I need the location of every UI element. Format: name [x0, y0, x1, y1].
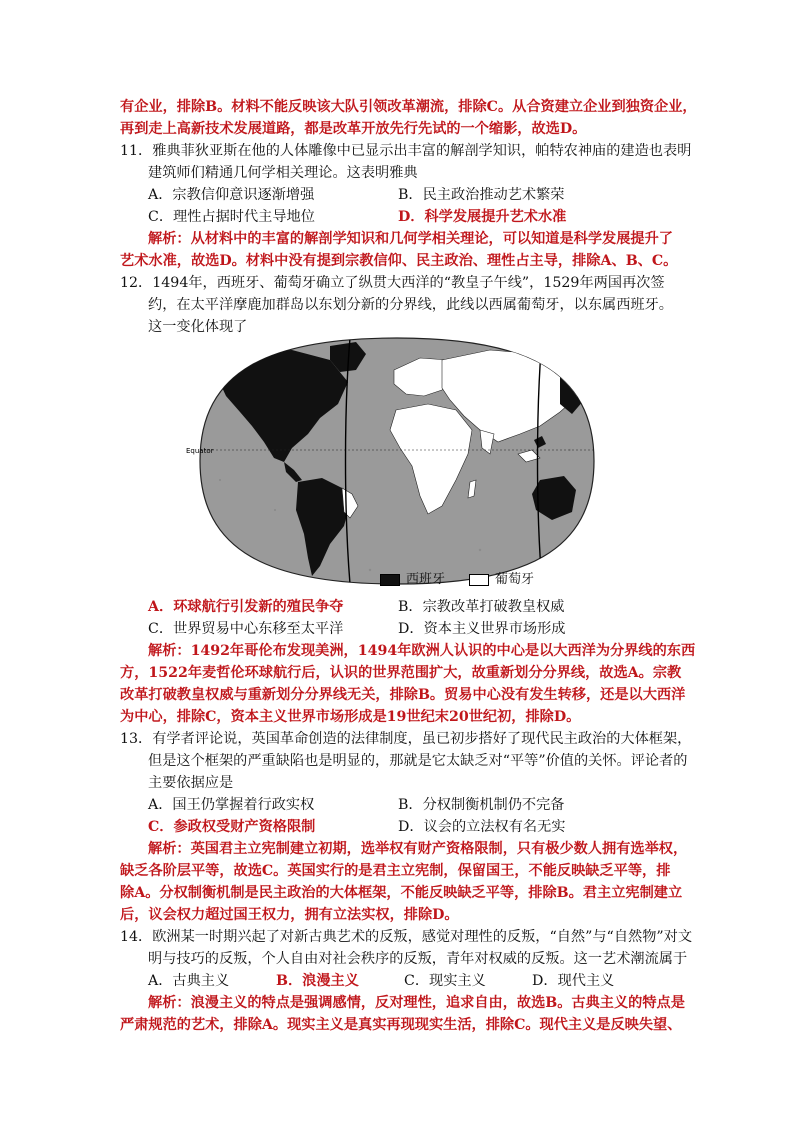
question-14-stem-cont: 明与技巧的反叛，个人自由对社会秩序的反叛，青年对权威的反叛。这一艺术潮流属于	[148, 951, 688, 967]
option-14-a: A．古典主义	[148, 973, 230, 989]
answer-11-cont: 艺术水准，故选D。材料中没有提到宗教信仰、民主政治、理性占主导，排除A、B、C。	[120, 253, 678, 269]
option-12-b: B．宗教改革打破教皇权威	[398, 599, 565, 615]
answer-11: 解析：从材料中的丰富的解剖学知识和几何学相关理论，可以知道是科学发展提升了	[148, 231, 673, 247]
answer-13-cont3: 后，议会权力超过国王权力，拥有立法实权，排除D。	[120, 907, 459, 923]
question-12-stem: 12．1494年，西班牙、葡萄牙确立了纵贯大西洋的“教皇子午线”，1529年两国再次签	[120, 275, 665, 291]
legend-swatch-spain	[380, 574, 400, 586]
option-13-b: B．分权制衡机制仍不完备	[398, 797, 565, 813]
option-14-b-correct: B．浪漫主义	[276, 973, 359, 989]
answer-text: 有企业，排除B。材料不能反映该大队引领改革潮流，排除C。从合资建立企业到独资企业，	[120, 99, 697, 115]
option-11-a: A．宗教信仰意识逐渐增强	[148, 187, 315, 203]
option-12-c: C．世界贸易中心东移至太平洋	[148, 621, 344, 637]
question-14-stem: 14．欧洲某一时期兴起了对新古典艺术的反叛，感觉对理性的反叛，“自然”与“自然物”对文	[120, 929, 693, 945]
answer-14: 解析：浪漫主义的特点是强调感情，反对理性，追求自由，故选B。古典主义的特点是	[148, 995, 685, 1011]
question-11-stem: 11．雅典菲狄亚斯在他的人体雕像中已显示出丰富的解剖学知识，帕特农神庙的建造也表明	[120, 143, 692, 159]
option-12-a-correct: A．环球航行引发新的殖民争夺	[148, 599, 344, 615]
answer-12-cont3: 为中心，排除C，资本主义世界市场形成是19世纪末20世纪初，排除D。	[120, 709, 581, 725]
legend-swatch-portugal	[469, 574, 489, 586]
answer-13-cont2: 除A。分权制衡机制是民主政治的大体框架，不能反映缺乏平等，排除B。君主立宪制建立	[120, 885, 683, 901]
answer-12-cont2: 改革打破教皇权威与重新划分分界线无关，排除B。贸易中心没有发生转移，还是以大西洋	[120, 687, 686, 703]
option-13-c-correct: C．参政权受财产资格限制	[148, 819, 316, 835]
option-12-d: D．资本主义世界市场形成	[398, 621, 566, 637]
option-14-c: C．现实主义	[404, 973, 486, 989]
answer-14-cont: 严肃规范的艺术，排除A。现实主义是真实再现现实生活，排除C。现代主义是反映失望、	[120, 1017, 682, 1033]
question-13-stem: 13．有学者评论说，英国革命创造的法律制度，虽已初步搭好了现代民主政治的大体框架，	[120, 731, 692, 747]
world-map-figure	[180, 330, 614, 592]
answer-13: 解析：英国君主立宪制建立初期，选举权有财产资格限制，只有极少数人拥有选举权，	[148, 841, 688, 857]
answer-12-cont: 方，1522年麦哲伦环球航行后，认识的世界范围扩大，故重新划分分界线，故选A。宗教	[120, 665, 682, 681]
question-12-stem-cont: 约，在太平洋摩鹿加群岛以东划分新的分界线，此线以西属葡萄牙，以东属西班牙。	[148, 297, 673, 313]
question-13-stem-cont2: 主要依据应是	[148, 775, 234, 791]
option-11-d-correct: D．科学发展提升艺术水准	[398, 209, 567, 225]
question-11-stem-cont: 建筑师们精通几何学相关理论。这表明雅典	[148, 165, 418, 181]
option-13-a: A．国王仍掌握着行政实权	[148, 797, 315, 813]
option-11-c: C．理性占据时代主导地位	[148, 209, 315, 225]
answer-text: 再到走上高新技术发展道路，都是改革开放先行先试的一个缩影，故选D。	[120, 121, 587, 137]
option-13-d: D．议会的立法权有名无实	[398, 819, 566, 835]
legend-label-portugal: 葡萄牙	[495, 572, 535, 587]
map-legend	[380, 571, 534, 589]
option-11-b: B．民主政治推动艺术繁荣	[398, 187, 565, 203]
legend-label-spain: 西班牙	[406, 572, 446, 587]
question-13-stem-cont: 但是这个框架的严重缺陷也是明显的，那就是它太缺乏对“平等”价值的关怀。评论者的	[148, 753, 688, 769]
answer-12: 解析：1492年哥伦布发现美洲，1494年欧洲人认识的中心是以大西洋为分界线的东西	[148, 643, 696, 659]
option-14-d: D．现代主义	[532, 973, 615, 989]
question-12-stem-cont2: 这一变化体现了	[148, 319, 248, 335]
map-equator-label: Equator	[186, 447, 214, 455]
answer-13-cont: 缺乏各阶层平等，故选C。英国实行的是君主立宪制，保留国王，不能反映缺乏平等，排	[120, 863, 671, 879]
